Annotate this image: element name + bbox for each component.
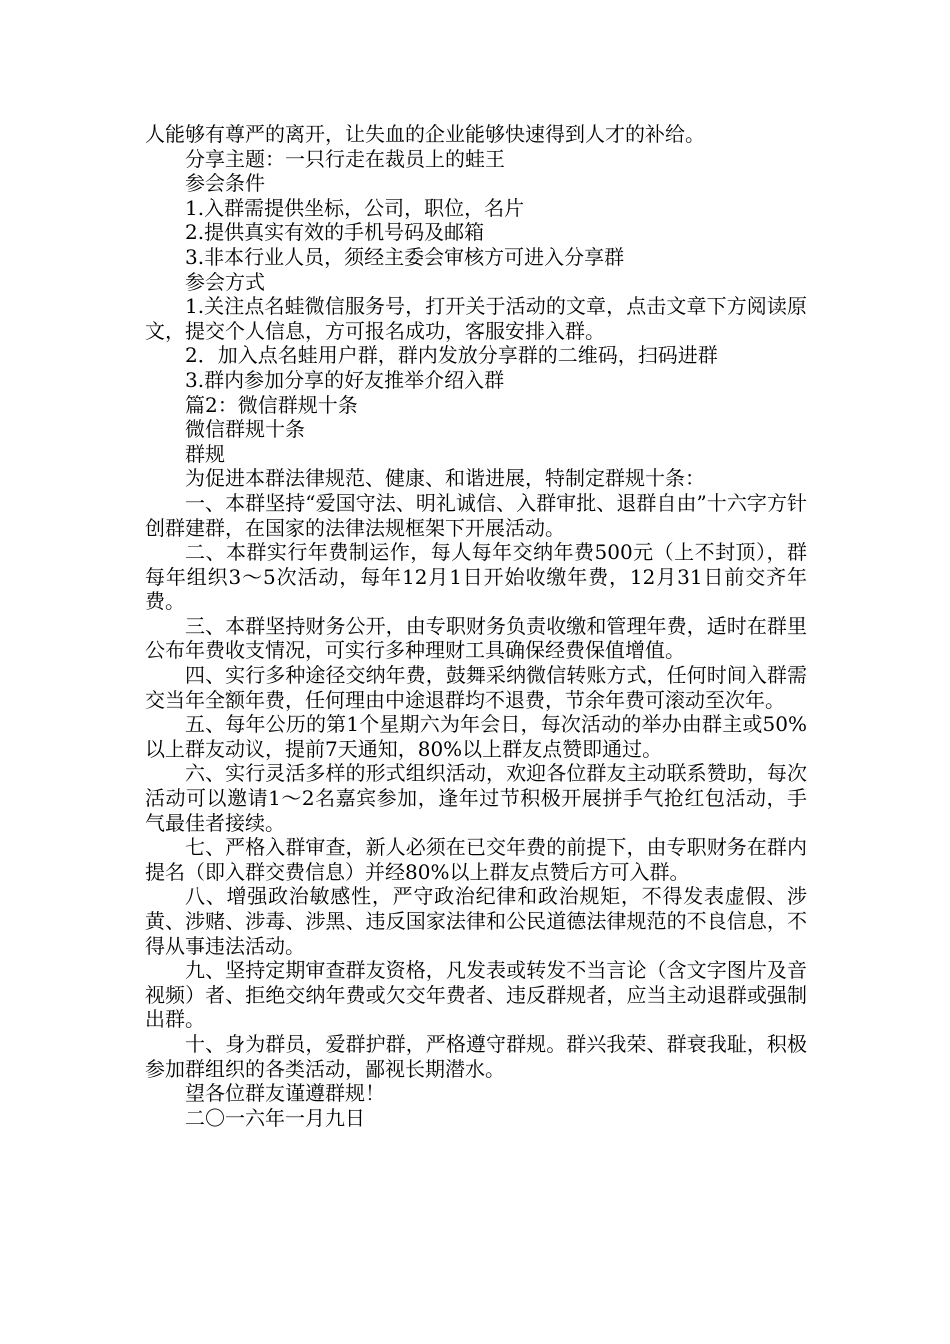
rule-1: 一、本群坚持“爱国守法、明礼诚信、入群审批、退群自由”十六字方针创群建群，在国家的法律法规框架下开展活动。 (145, 490, 807, 540)
rule-4: 四、实行多种途径交纳年费，鼓舞采纳微信转账方式，任何时间入群需交当年全额年费，任何理由中途退群均不退费，节余年费可滚动至次年。 (145, 663, 807, 712)
document-body (145, 122, 807, 1130)
rule-5: 五、每年公历的第1个星期六为年会日，每次活动的举办由群主或50%以上群友动议，提前7天通知，80%以上群友点赞即通过。 (145, 712, 807, 761)
heading-conditions: 参会条件 (185, 171, 265, 196)
condition-item-3: 3.非本行业人员，须经主委会审核方可进入分享群 (185, 244, 625, 269)
method-item-1: 1.关注点名蛙微信服务号，打开关于活动的文章，点击文章下方阅读原文，提交个人信息，方可报名成功，客服安排入群。 (145, 294, 807, 343)
heading-methods: 参会方式 (185, 269, 265, 294)
rule-6: 六、实行灵活多样的形式组织活动，欢迎各位群友主动联系赞助，每次活动可以邀请1～2名嘉宾参加，逢年过节积极开展拼手气抢红包活动，手气最佳者接续。 (145, 761, 807, 835)
condition-item-1: 1.入群需提供坐标，公司，职位，名片 (185, 195, 525, 220)
document-date: 二〇一六年一月九日 (185, 1105, 365, 1130)
rule-9: 九、坚持定期审查群友资格，凡发表或转发不当言论（含文字图片及音视频）者、拒绝交纳年费或欠交年费者、违反群规者，应当主动退群或强制出群。 (145, 958, 807, 1032)
rule-2: 二、本群实行年费制运作，每人每年交纳年费500元（上不封顶），群每年组织3～5次活动，每年12月1日开始收缴年费，12月31日前交齐年费。 (145, 540, 807, 614)
method-item-3: 3.群内参加分享的好友推举介绍入群 (185, 367, 505, 392)
method-item-2: 2．加入点名蛙用户群，群内发放分享群的二维码，扫码进群 (185, 343, 718, 368)
paragraph-continuation: 人能够有尊严的离开，让失血的企业能够快速得到人才的补给。 (145, 122, 705, 146)
rule-8: 八、增强政治敏感性，严守政治纪律和政治规矩，不得发表虚假、涉黄、涉赌、涉毒、涉黑、违反国家法律和公民道德法律规范的不良信息，不得从事违法活动。 (145, 884, 807, 958)
rule-3: 三、本群坚持财务公开，由专职财务负责收缴和管理年费，适时在群里公布年费收支情况，可实行多种理财工具确保经费保值增值。 (145, 613, 807, 663)
section-subtitle: 微信群规十条 (185, 417, 305, 442)
paragraph-share-topic: 分享主题：一只行走在裁员上的蛙王 (185, 146, 505, 171)
section-title: 篇2：微信群规十条 (185, 392, 358, 417)
rule-7: 七、严格入群审查，新人必须在已交年费的前提下，由专职财务在群内提名（即入群交费信息）并经80%以上群友点赞后方可入群。 (145, 835, 807, 884)
rule-10: 十、身为群员，爱群护群，严格遵守群规。群兴我荣、群衰我耻，积极参加群组织的各类活动，鄙视长期潜水。 (145, 1031, 807, 1081)
heading-rules: 群规 (185, 441, 225, 466)
rules-intro: 为促进本群法律规范、健康、和谐进展，特制定群规十条： (185, 466, 705, 491)
closing-remark: 望各位群友谨遵群规！ (185, 1081, 385, 1106)
condition-item-2: 2.提供真实有效的手机号码及邮箱 (185, 220, 485, 245)
